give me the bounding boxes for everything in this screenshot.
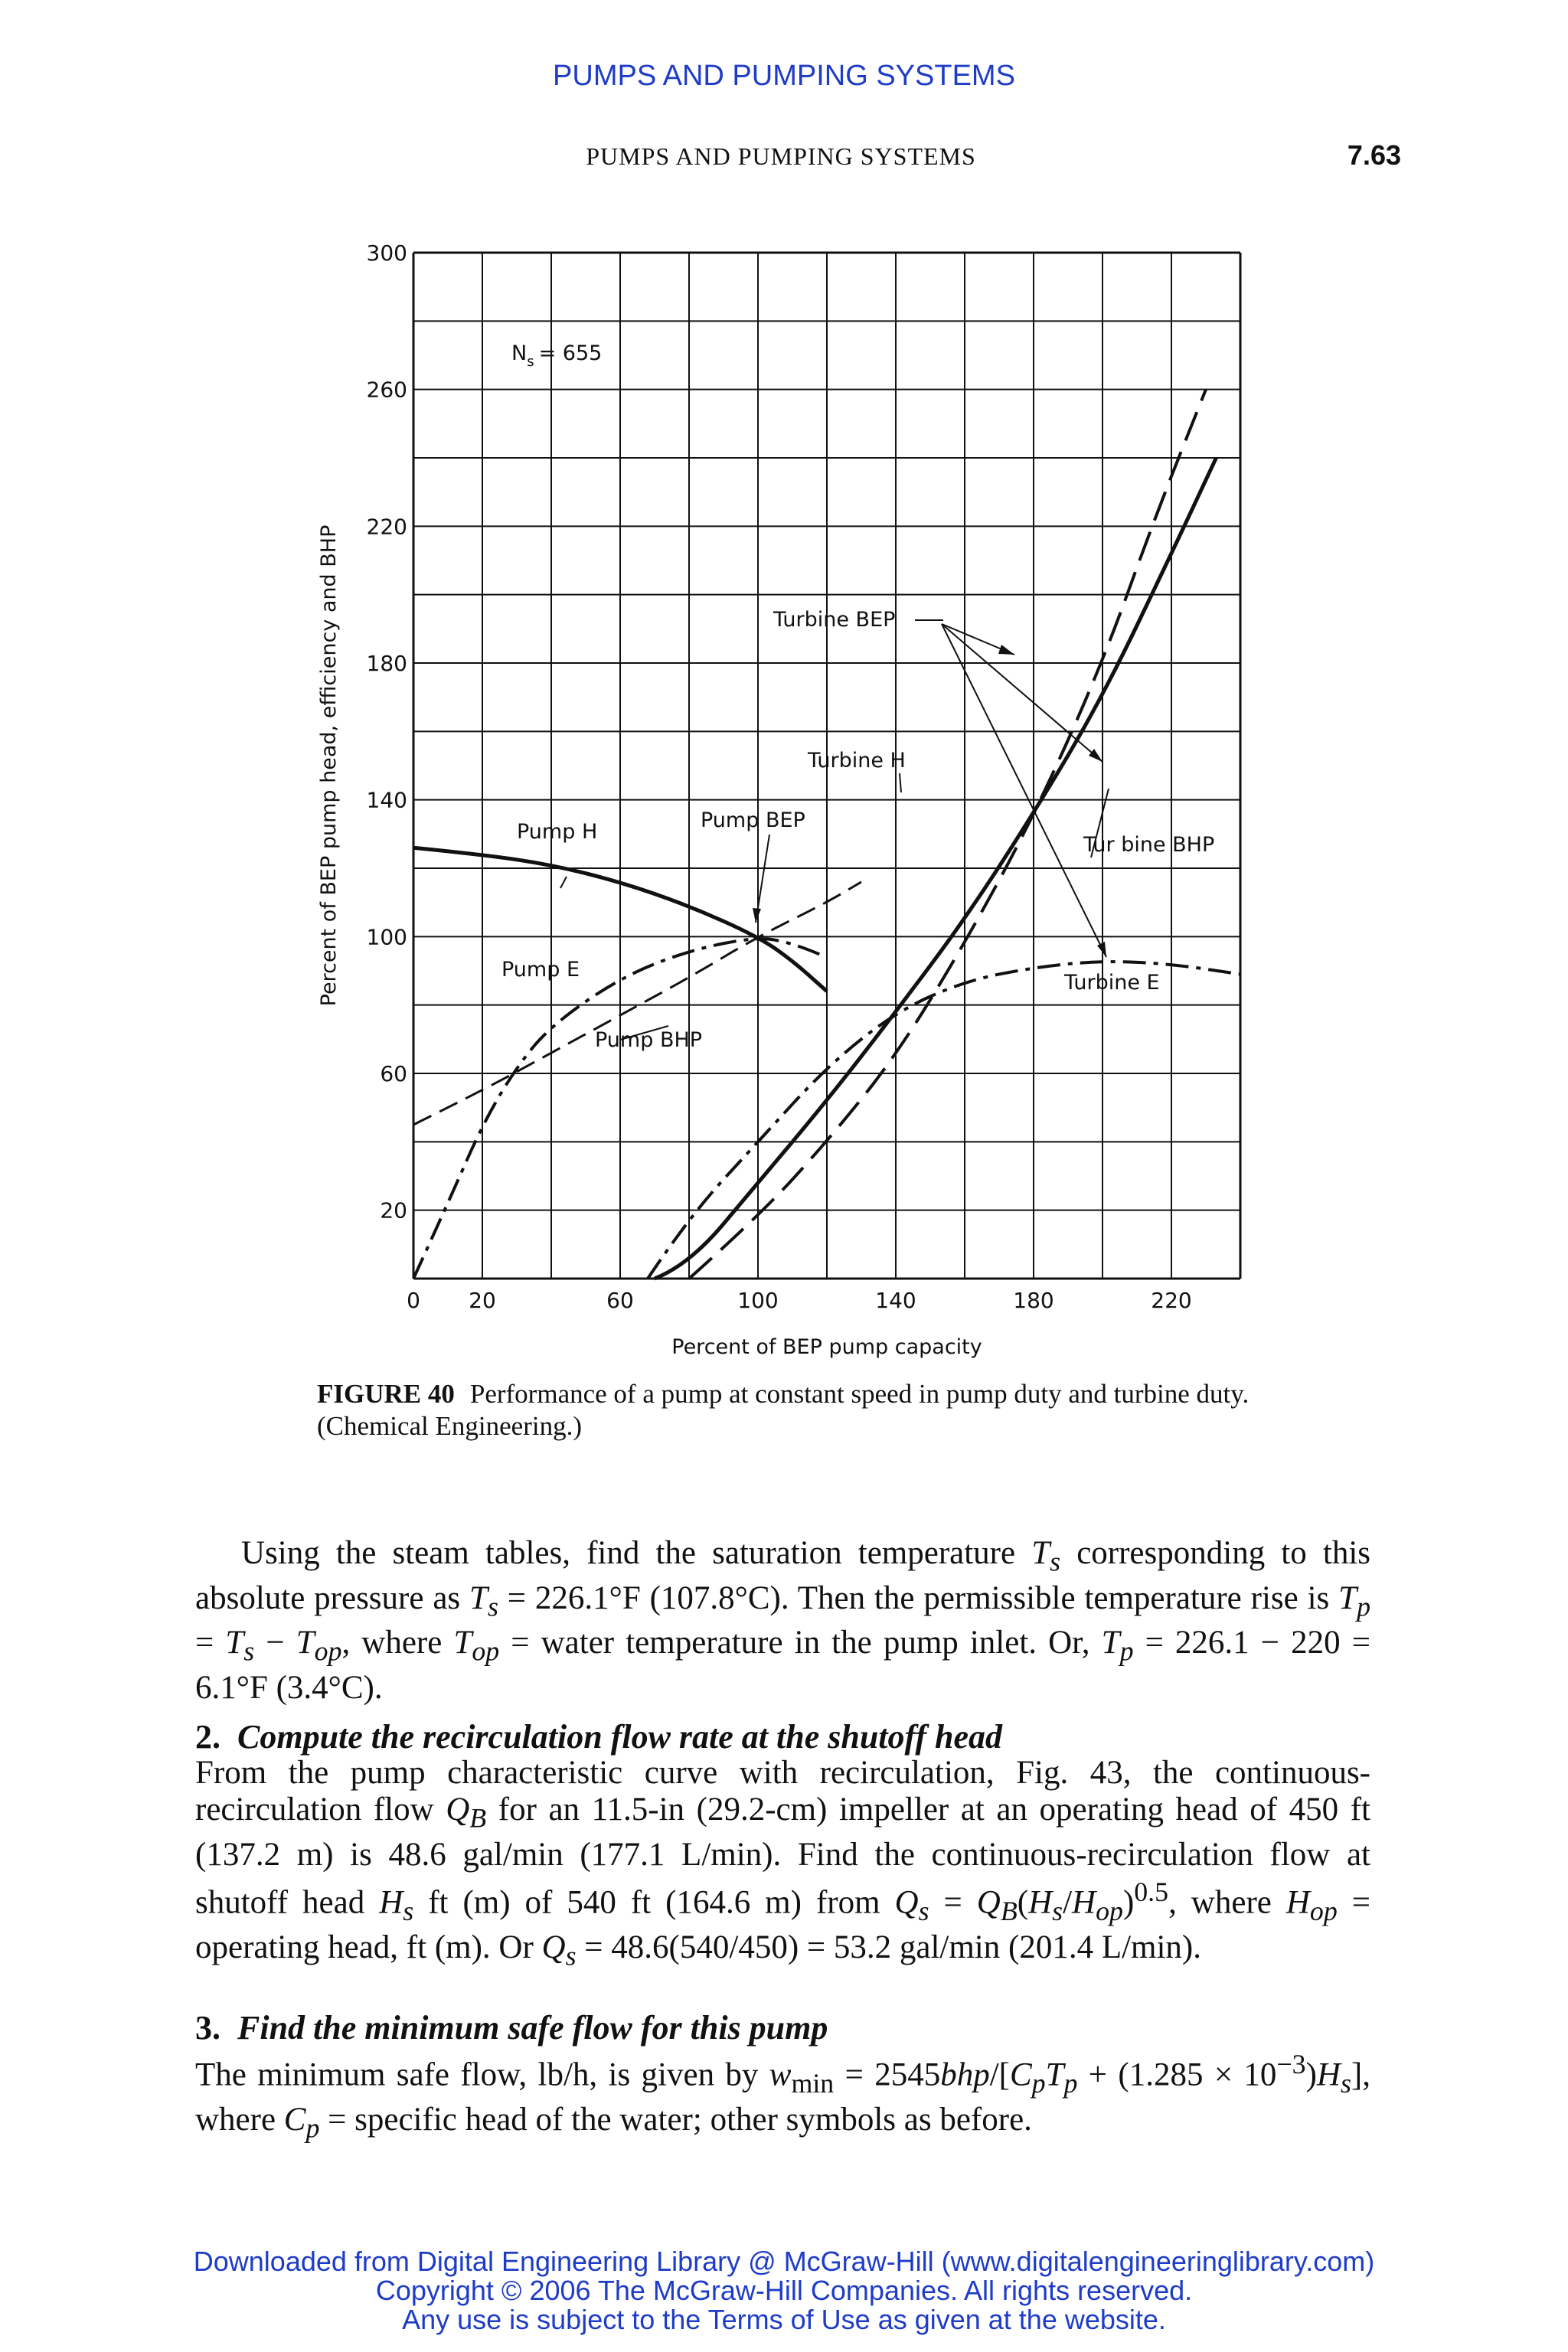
series-pump-bhp xyxy=(413,882,861,1125)
x-tick-label: 60 xyxy=(606,1288,634,1313)
y-tick-label: 300 xyxy=(366,240,407,266)
body-paragraph-2: From the pump characteristic curve with recirculation, Fig. 43, the continuous-recirculation flow $Q_B$ for an 11.5-in (29.2-cm) impeller at an operating head of 450 ft (137.2 m) is 48.6 gal/min (177.1 L/min). Find the continuous-recirculation flow at shutoff head $H_s$ ft (m) of 540 ft (164.6 m) from $Q_s = Q_B(H_s/H_{op})^{0.5}$, where $H_{op}$ = operating head, ft (m). Or $Q_s = 48.6(540/450) = 53.2$ gal/min (201.4 L/min). xyxy=(195,1755,1370,1971)
footer-line-terms: Any use is subject to the Terms of Use as given at the website. xyxy=(402,2304,1166,2335)
arrowhead-turbine-h xyxy=(998,645,1014,655)
arrowhead-turbine-bhp xyxy=(1089,749,1102,762)
y-tick-label: 260 xyxy=(366,377,407,403)
chart-arrows xyxy=(560,624,1109,1040)
leader-turbine-h xyxy=(900,773,901,792)
source-banner[interactable]: PUMPS AND PUMPING SYSTEMS xyxy=(553,60,1015,92)
y-tick-label: 220 xyxy=(366,514,407,540)
running-head: PUMPS AND PUMPING SYSTEMS xyxy=(586,142,976,170)
annotation-ns: $N_s = 655$ xyxy=(511,341,603,370)
y-tick-label: 60 xyxy=(380,1061,407,1086)
figure-caption: FIGURE 40 Performance of a pump at constant speed in pump duty and turbine duty. (Chemical Engineering.) xyxy=(317,1379,1250,1441)
y-tick-label: 180 xyxy=(366,651,407,676)
label-pump-bhp: Pump BHP xyxy=(595,1028,703,1052)
y-tick-label: 140 xyxy=(366,787,407,813)
body-paragraph-1: Using the steam tables, find the saturation temperature $T_s$ corresponding to this absolute pressure as $T_s = 226.1^\circ F$ (107.8°C). Then the permissible temperature rise is $T_p = T_s - T_{op}$, where $T_{op}$ = water temperature in the pump inlet. Or, $T_p = 226.1 - 220 = 6.1^\circ F$ (3.4°C). xyxy=(195,1535,1370,1706)
arrow-turbine-bep-to-e xyxy=(942,624,1106,957)
chart-arrowheads xyxy=(753,645,1106,957)
download-footer xyxy=(0,2247,1568,2334)
footer-line-download[interactable]: Downloaded from Digital Engineering Library @ McGraw-Hill (www.digitalengineeringlibrary.com) xyxy=(193,2246,1375,2277)
x-tick-label: 140 xyxy=(875,1288,916,1313)
label-pump-bep: Pump BEP xyxy=(701,808,805,832)
label-pump-e: Pump E xyxy=(501,958,580,982)
arrow-turbine-bep-to-bhp xyxy=(942,624,1102,762)
x-tick-label: 0 xyxy=(407,1288,420,1313)
step-3-heading: 3. Find the minimum safe flow for this pump xyxy=(195,2009,828,2047)
chart-ticks xyxy=(367,240,1192,1313)
label-turbine-bep: Turbine BEP xyxy=(773,608,896,632)
step-2-heading: 2. Compute the recirculation flow rate at the shutoff head xyxy=(195,1718,1003,1756)
footer-line-copyright: Copyright © 2006 The McGraw-Hill Companies. All rights reserved. xyxy=(375,2275,1193,2306)
y-axis-label: Percent of BEP pump head, efficiency and BHP xyxy=(317,524,341,1007)
performance-chart xyxy=(291,222,1286,1363)
y-tick-label: 100 xyxy=(366,924,407,950)
body-paragraph-3: The minimum safe flow, lb/h, is given by $w_{min} = 2545bhp/[C_pT_p + (1.285 \times 10^{-3})H_s]$, where $C_p$ = specific head of the water; other symbols as before. xyxy=(195,2049,1370,2144)
x-tick-label: 180 xyxy=(1013,1288,1054,1313)
y-tick-label: 20 xyxy=(380,1197,407,1223)
x-tick-label: 20 xyxy=(469,1288,496,1313)
x-axis-label: Percent of BEP pump capacity xyxy=(671,1335,982,1359)
arrowhead-pump-bep xyxy=(753,908,761,923)
x-tick-label: 220 xyxy=(1151,1288,1192,1313)
leader-pump-h xyxy=(560,877,567,888)
label-turbine-h: Turbine H xyxy=(808,749,906,773)
page-number: 7.63 xyxy=(1347,139,1401,171)
x-tick-label: 100 xyxy=(737,1288,779,1313)
label-turbine-e: Turbine E xyxy=(1064,971,1160,995)
series-turbine-e xyxy=(648,962,1240,1279)
label-turbine-bhp: Tur bine BHP xyxy=(1083,833,1215,857)
label-pump-h: Pump H xyxy=(517,820,598,844)
